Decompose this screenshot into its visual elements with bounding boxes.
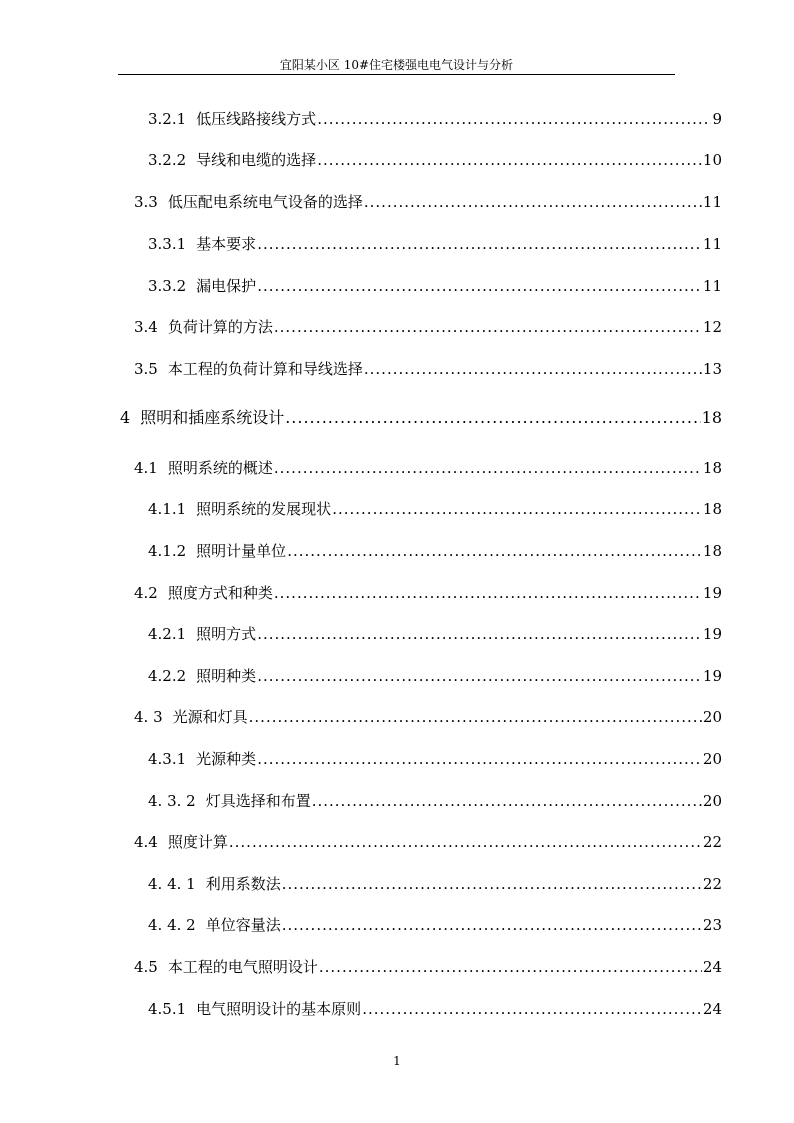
toc-entry-page: 11 xyxy=(702,277,722,295)
toc-dot-leader xyxy=(285,409,700,427)
toc-entry-title: 照明和插座系统设计 xyxy=(140,408,285,427)
toc-entry-title: 照明方式 xyxy=(196,625,257,643)
toc-entry-page: 18 xyxy=(701,408,722,427)
toc-entry-number: 3.3.2 xyxy=(148,277,187,295)
toc-dot-leader xyxy=(317,110,711,128)
toc-entry-title: 光源种类 xyxy=(196,750,257,768)
toc-entry-title: 照明系统的发展现状 xyxy=(196,500,332,518)
toc-dot-leader xyxy=(312,792,702,810)
toc-dot-leader xyxy=(317,151,702,169)
toc-entry-title: 基本要求 xyxy=(196,235,257,253)
toc-entry-page: 20 xyxy=(702,708,722,726)
toc-entry-title: 漏电保护 xyxy=(196,277,257,295)
toc-dot-leader xyxy=(257,625,702,643)
toc-entry-page: 19 xyxy=(702,625,722,643)
toc-entry[interactable] xyxy=(148,110,722,128)
toc-entry[interactable] xyxy=(148,625,722,643)
toc-entry-number: 3.2.2 xyxy=(148,151,187,169)
toc-entry-title: 负荷计算的方法 xyxy=(167,318,273,336)
toc-entry[interactable] xyxy=(148,750,722,768)
toc-entry-number: 3.5 xyxy=(134,360,158,378)
toc-entry-number: 3.3 xyxy=(134,193,158,211)
toc-entry-number: 4.3.1 xyxy=(148,750,187,768)
toc-entry-title: 光源和灯具 xyxy=(172,708,248,726)
toc-dot-leader xyxy=(274,459,702,477)
toc-entry-title: 本工程的负荷计算和导线选择 xyxy=(167,360,363,378)
toc-entry-page: 11 xyxy=(702,235,722,253)
toc-entry-page: 11 xyxy=(702,193,722,211)
toc-entry[interactable] xyxy=(148,667,722,685)
page-number: 1 xyxy=(393,1054,401,1068)
toc-entry-page: 10 xyxy=(702,151,722,169)
toc-entry[interactable] xyxy=(134,584,722,602)
toc-entry[interactable] xyxy=(148,151,722,169)
toc-entry[interactable] xyxy=(148,235,722,253)
toc-entry-title: 利用系数法 xyxy=(205,875,281,893)
toc-entry-title: 照明系统的概述 xyxy=(167,459,273,477)
toc-entry[interactable] xyxy=(134,708,722,726)
toc-entry-page: 18 xyxy=(702,542,722,560)
toc-entry-number: 3.4 xyxy=(134,318,158,336)
toc-entry-page: 19 xyxy=(702,667,722,685)
toc-entry-page: 20 xyxy=(702,792,722,810)
toc-entry-title: 导线和电缆的选择 xyxy=(196,151,317,169)
toc-dot-leader xyxy=(364,193,702,211)
toc-entry-number: 4.2.2 xyxy=(148,667,187,685)
toc-entry[interactable] xyxy=(148,792,722,810)
toc-entry-number: 4.2 xyxy=(134,584,158,602)
toc-entry-number: 3.3.1 xyxy=(148,235,187,253)
toc-entry-number: 4. 4. 1 xyxy=(148,875,196,893)
toc-dot-leader xyxy=(274,318,702,336)
toc-entry-page: 24 xyxy=(702,958,722,976)
toc-dot-leader xyxy=(332,500,702,518)
toc-dot-leader xyxy=(274,584,702,602)
toc-dot-leader xyxy=(257,667,702,685)
toc-entry-page: 24 xyxy=(702,1000,722,1018)
toc-entry-number: 4 xyxy=(120,408,131,427)
toc-entry[interactable] xyxy=(134,360,722,378)
toc-entry-number: 4. 4. 2 xyxy=(148,916,196,934)
toc-entry-page: 22 xyxy=(702,875,722,893)
toc-entry-page: 13 xyxy=(702,360,722,378)
toc-entry-page: 20 xyxy=(702,750,722,768)
toc-entry[interactable] xyxy=(134,318,722,336)
toc-dot-leader xyxy=(282,875,702,893)
toc-entry[interactable] xyxy=(148,500,722,518)
toc-entry-title: 照明计量单位 xyxy=(196,542,287,560)
toc-dot-leader xyxy=(257,235,702,253)
toc-entry[interactable] xyxy=(134,833,722,851)
toc-entry[interactable] xyxy=(148,542,722,560)
toc-entry-title: 低压线路接线方式 xyxy=(196,110,317,128)
toc-entry-title: 灯具选择和布置 xyxy=(205,792,311,810)
toc-entry-title: 电气照明设计的基本原则 xyxy=(196,1000,362,1018)
toc-entry-page: 22 xyxy=(702,833,722,851)
toc-entry[interactable] xyxy=(148,277,722,295)
toc-dot-leader xyxy=(257,277,702,295)
toc-entry-number: 4.2.1 xyxy=(148,625,187,643)
toc-dot-leader xyxy=(257,750,702,768)
toc-dot-leader xyxy=(364,360,702,378)
toc-dot-leader xyxy=(287,542,702,560)
toc-entry-number: 4.1.2 xyxy=(148,542,187,560)
running-header: 宜阳某小区 10#住宅楼强电电气设计与分析 xyxy=(279,58,514,72)
toc-entry-title: 本工程的电气照明设计 xyxy=(167,958,318,976)
toc-entry-number: 4. 3 xyxy=(134,708,163,726)
toc-entry-title: 照度计算 xyxy=(167,833,228,851)
toc-entry[interactable] xyxy=(148,1000,722,1018)
toc-entry-number: 4. 3. 2 xyxy=(148,792,196,810)
header-rule xyxy=(118,74,675,75)
toc-entry-page: 19 xyxy=(702,584,722,602)
toc-entry-number: 3.2.1 xyxy=(148,110,187,128)
toc-entry[interactable] xyxy=(134,193,722,211)
toc-entry-page: 9 xyxy=(712,110,722,128)
toc-entry-number: 4.4 xyxy=(134,833,158,851)
toc-entry-page: 12 xyxy=(702,318,722,336)
toc-entry[interactable] xyxy=(120,409,722,427)
toc-entry-number: 4.1 xyxy=(134,459,158,477)
toc-entry[interactable] xyxy=(134,958,722,976)
toc-entry-number: 4.5 xyxy=(134,958,158,976)
toc-dot-leader xyxy=(362,1000,702,1018)
toc-entry[interactable] xyxy=(148,916,722,934)
toc-entry-title: 低压配电系统电气设备的选择 xyxy=(167,193,363,211)
toc-entry-title: 照度方式和种类 xyxy=(167,584,273,602)
toc-entry-page: 23 xyxy=(702,916,722,934)
toc-entry[interactable] xyxy=(134,459,722,477)
toc-entry-number: 4.5.1 xyxy=(148,1000,187,1018)
toc-dot-leader xyxy=(229,833,702,851)
toc-entry-title: 照明种类 xyxy=(196,667,257,685)
toc-entry-page: 18 xyxy=(702,459,722,477)
toc-entry-number: 4.1.1 xyxy=(148,500,187,518)
toc-entry-title: 单位容量法 xyxy=(205,916,281,934)
toc-entry-page: 18 xyxy=(702,500,722,518)
toc-dot-leader xyxy=(282,916,702,934)
toc-dot-leader xyxy=(319,958,702,976)
toc-entry[interactable] xyxy=(148,875,722,893)
toc-dot-leader xyxy=(249,708,702,726)
